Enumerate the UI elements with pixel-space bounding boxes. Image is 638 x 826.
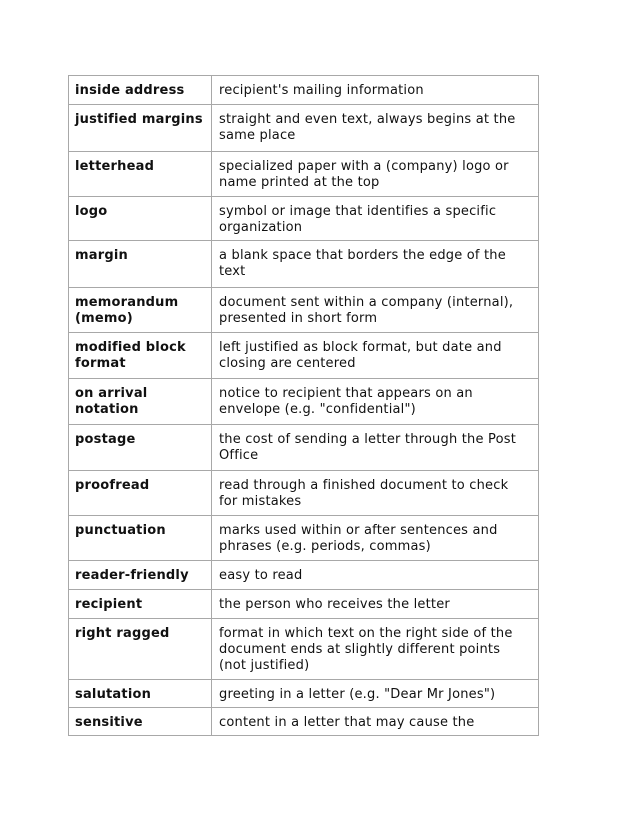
table-row xyxy=(68,151,539,196)
table-row xyxy=(68,196,539,240)
term-cell: salutation xyxy=(68,679,211,707)
definition-cell: content in a letter that may cause the xyxy=(211,707,539,736)
term-cell: reader-friendly xyxy=(68,560,211,589)
term-cell: postage xyxy=(68,424,211,470)
table-row xyxy=(68,589,539,618)
term-cell: right ragged xyxy=(68,618,211,679)
table-row xyxy=(68,560,539,589)
definition-cell: specialized paper with a (company) logo or name printed at the top xyxy=(211,151,539,196)
definition-cell: format in which text on the right side of the document ends at slightly different points (not justified) xyxy=(211,618,539,679)
glossary-body xyxy=(68,75,539,736)
table-row xyxy=(68,240,539,287)
term-cell: inside address xyxy=(68,75,211,104)
glossary-table xyxy=(68,75,539,736)
term-cell: logo xyxy=(68,196,211,240)
term-cell: punctuation xyxy=(68,515,211,560)
table-row xyxy=(68,470,539,515)
term-cell: memorandum (memo) xyxy=(68,287,211,332)
table-row xyxy=(68,75,539,104)
definition-cell: notice to recipient that appears on an envelope (e.g. "confidential") xyxy=(211,378,539,424)
term-cell: recipient xyxy=(68,589,211,618)
term-cell: modified block format xyxy=(68,332,211,378)
definition-cell: a blank space that borders the edge of the text xyxy=(211,240,539,287)
term-cell: sensitive xyxy=(68,707,211,736)
definition-cell: document sent within a company (internal), presented in short form xyxy=(211,287,539,332)
table-row xyxy=(68,618,539,679)
table-row xyxy=(68,424,539,470)
definition-cell: marks used within or after sentences and phrases (e.g. periods, commas) xyxy=(211,515,539,560)
definition-cell: straight and even text, always begins at the same place xyxy=(211,104,539,151)
table-row xyxy=(68,679,539,707)
term-cell: on arrival notation xyxy=(68,378,211,424)
definition-cell: read through a finished document to check for mistakes xyxy=(211,470,539,515)
definition-cell: the person who receives the letter xyxy=(211,589,539,618)
table-row xyxy=(68,104,539,151)
term-cell: letterhead xyxy=(68,151,211,196)
definition-cell: greeting in a letter (e.g. "Dear Mr Jones") xyxy=(211,679,539,707)
definition-cell: the cost of sending a letter through the Post Office xyxy=(211,424,539,470)
definition-cell: recipient's mailing information xyxy=(211,75,539,104)
term-cell: justified margins xyxy=(68,104,211,151)
table-row xyxy=(68,707,539,736)
table-row xyxy=(68,332,539,378)
definition-cell: easy to read xyxy=(211,560,539,589)
definition-cell: symbol or image that identifies a specific organization xyxy=(211,196,539,240)
term-cell: proofread xyxy=(68,470,211,515)
definition-cell: left justified as block format, but date and closing are centered xyxy=(211,332,539,378)
table-row xyxy=(68,378,539,424)
table-row xyxy=(68,287,539,332)
table-row xyxy=(68,515,539,560)
term-cell: margin xyxy=(68,240,211,287)
